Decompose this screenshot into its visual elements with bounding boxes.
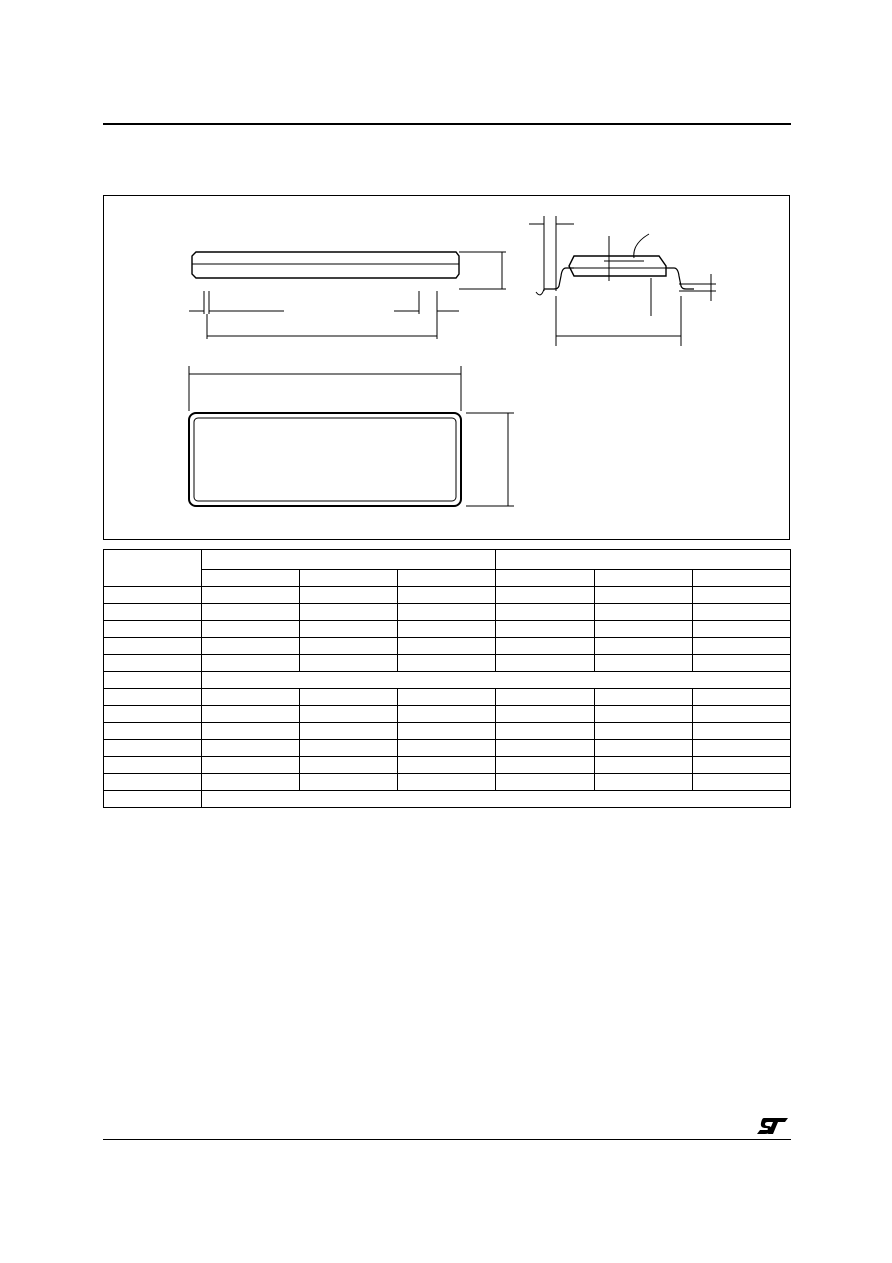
table-cell — [202, 655, 300, 672]
table-cell — [300, 706, 398, 723]
table-cell — [496, 621, 594, 638]
table-cell — [692, 706, 790, 723]
package-top-body — [189, 413, 461, 506]
table-cell — [496, 587, 594, 604]
table-cell — [300, 740, 398, 757]
table-row — [104, 774, 791, 791]
end-view-right-lead — [666, 268, 694, 289]
table-cell — [692, 689, 790, 706]
table-row — [104, 689, 791, 706]
table-cell — [104, 604, 202, 621]
end-view-left-lead — [544, 268, 574, 289]
table-cell — [692, 604, 790, 621]
table-cell — [398, 723, 496, 740]
table-cell — [594, 757, 692, 774]
table-row — [104, 723, 791, 740]
table-cell — [496, 638, 594, 655]
table-cell — [496, 604, 594, 621]
table-cell — [594, 774, 692, 791]
table-cell — [398, 604, 496, 621]
table-cell — [594, 706, 692, 723]
table-cell — [104, 672, 202, 689]
table-cell — [496, 757, 594, 774]
table-cell — [496, 689, 594, 706]
table-cell — [594, 655, 692, 672]
table-cell — [692, 638, 790, 655]
table-row — [104, 706, 791, 723]
table-cell — [496, 570, 594, 587]
table-cell — [104, 621, 202, 638]
table-cell — [202, 791, 791, 808]
table-cell — [398, 638, 496, 655]
table-cell — [300, 638, 398, 655]
table-cell — [300, 587, 398, 604]
table-cell — [104, 757, 202, 774]
package-drawing-frame — [103, 195, 790, 540]
table-cell — [594, 723, 692, 740]
table-cell — [300, 757, 398, 774]
table-cell — [692, 757, 790, 774]
table-cell — [202, 550, 496, 570]
table-cell — [202, 570, 300, 587]
table-cell — [594, 587, 692, 604]
table-cell — [594, 740, 692, 757]
table-cell — [398, 655, 496, 672]
table-cell — [692, 570, 790, 587]
table-cell — [594, 570, 692, 587]
table-row — [104, 757, 791, 774]
package-side-body — [192, 252, 459, 278]
table-cell — [202, 757, 300, 774]
table-cell — [692, 723, 790, 740]
table-cell — [398, 774, 496, 791]
table-header-row-2 — [104, 570, 791, 587]
table-cell — [300, 774, 398, 791]
table-row — [104, 740, 791, 757]
table-cell — [594, 638, 692, 655]
package-drawing — [104, 196, 791, 541]
table-cell — [104, 638, 202, 655]
table-cell — [300, 604, 398, 621]
table-cell — [202, 689, 300, 706]
table-cell — [692, 587, 790, 604]
table-cell — [104, 689, 202, 706]
table-cell — [104, 740, 202, 757]
table-cell — [202, 604, 300, 621]
table-cell — [202, 587, 300, 604]
table-cell — [398, 740, 496, 757]
table-cell — [398, 621, 496, 638]
table-row — [104, 791, 791, 808]
table-cell — [104, 774, 202, 791]
table-cell — [398, 757, 496, 774]
dimension-table — [103, 549, 791, 808]
table-cell — [692, 621, 790, 638]
table-cell — [496, 774, 594, 791]
table-cell — [104, 723, 202, 740]
table-row — [104, 587, 791, 604]
table-cell — [300, 655, 398, 672]
table-cell — [496, 655, 594, 672]
table-row — [104, 672, 791, 689]
table-header-row-1 — [104, 550, 791, 570]
table-cell — [692, 774, 790, 791]
header-rule — [103, 123, 791, 125]
table-cell — [496, 740, 594, 757]
table-cell — [398, 706, 496, 723]
table-cell — [594, 689, 692, 706]
table-cell — [104, 791, 202, 808]
table-cell — [104, 587, 202, 604]
table-cell — [398, 570, 496, 587]
table-row — [104, 604, 791, 621]
table-cell — [300, 689, 398, 706]
table-row — [104, 638, 791, 655]
table-cell — [202, 774, 300, 791]
table-cell — [398, 587, 496, 604]
table-cell — [692, 740, 790, 757]
table-code — [794, 795, 808, 831]
table-cell — [398, 689, 496, 706]
table-cell — [300, 621, 398, 638]
table-cell — [104, 655, 202, 672]
table-cell — [104, 550, 202, 587]
package-end-body — [569, 256, 666, 276]
table-cell — [496, 706, 594, 723]
table-cell — [692, 655, 790, 672]
table-row — [104, 621, 791, 638]
table-cell — [496, 723, 594, 740]
table-cell — [496, 550, 791, 570]
footer-rule — [103, 1139, 791, 1140]
table-cell — [202, 706, 300, 723]
table-cell — [104, 706, 202, 723]
table-cell — [202, 638, 300, 655]
table-cell — [300, 570, 398, 587]
table-cell — [300, 723, 398, 740]
table-cell — [594, 604, 692, 621]
table-cell — [594, 621, 692, 638]
table-cell — [202, 723, 300, 740]
table-row — [104, 655, 791, 672]
table-cell — [202, 621, 300, 638]
table-cell — [202, 740, 300, 757]
table-cell — [202, 672, 791, 689]
st-logo-icon — [756, 1116, 790, 1136]
